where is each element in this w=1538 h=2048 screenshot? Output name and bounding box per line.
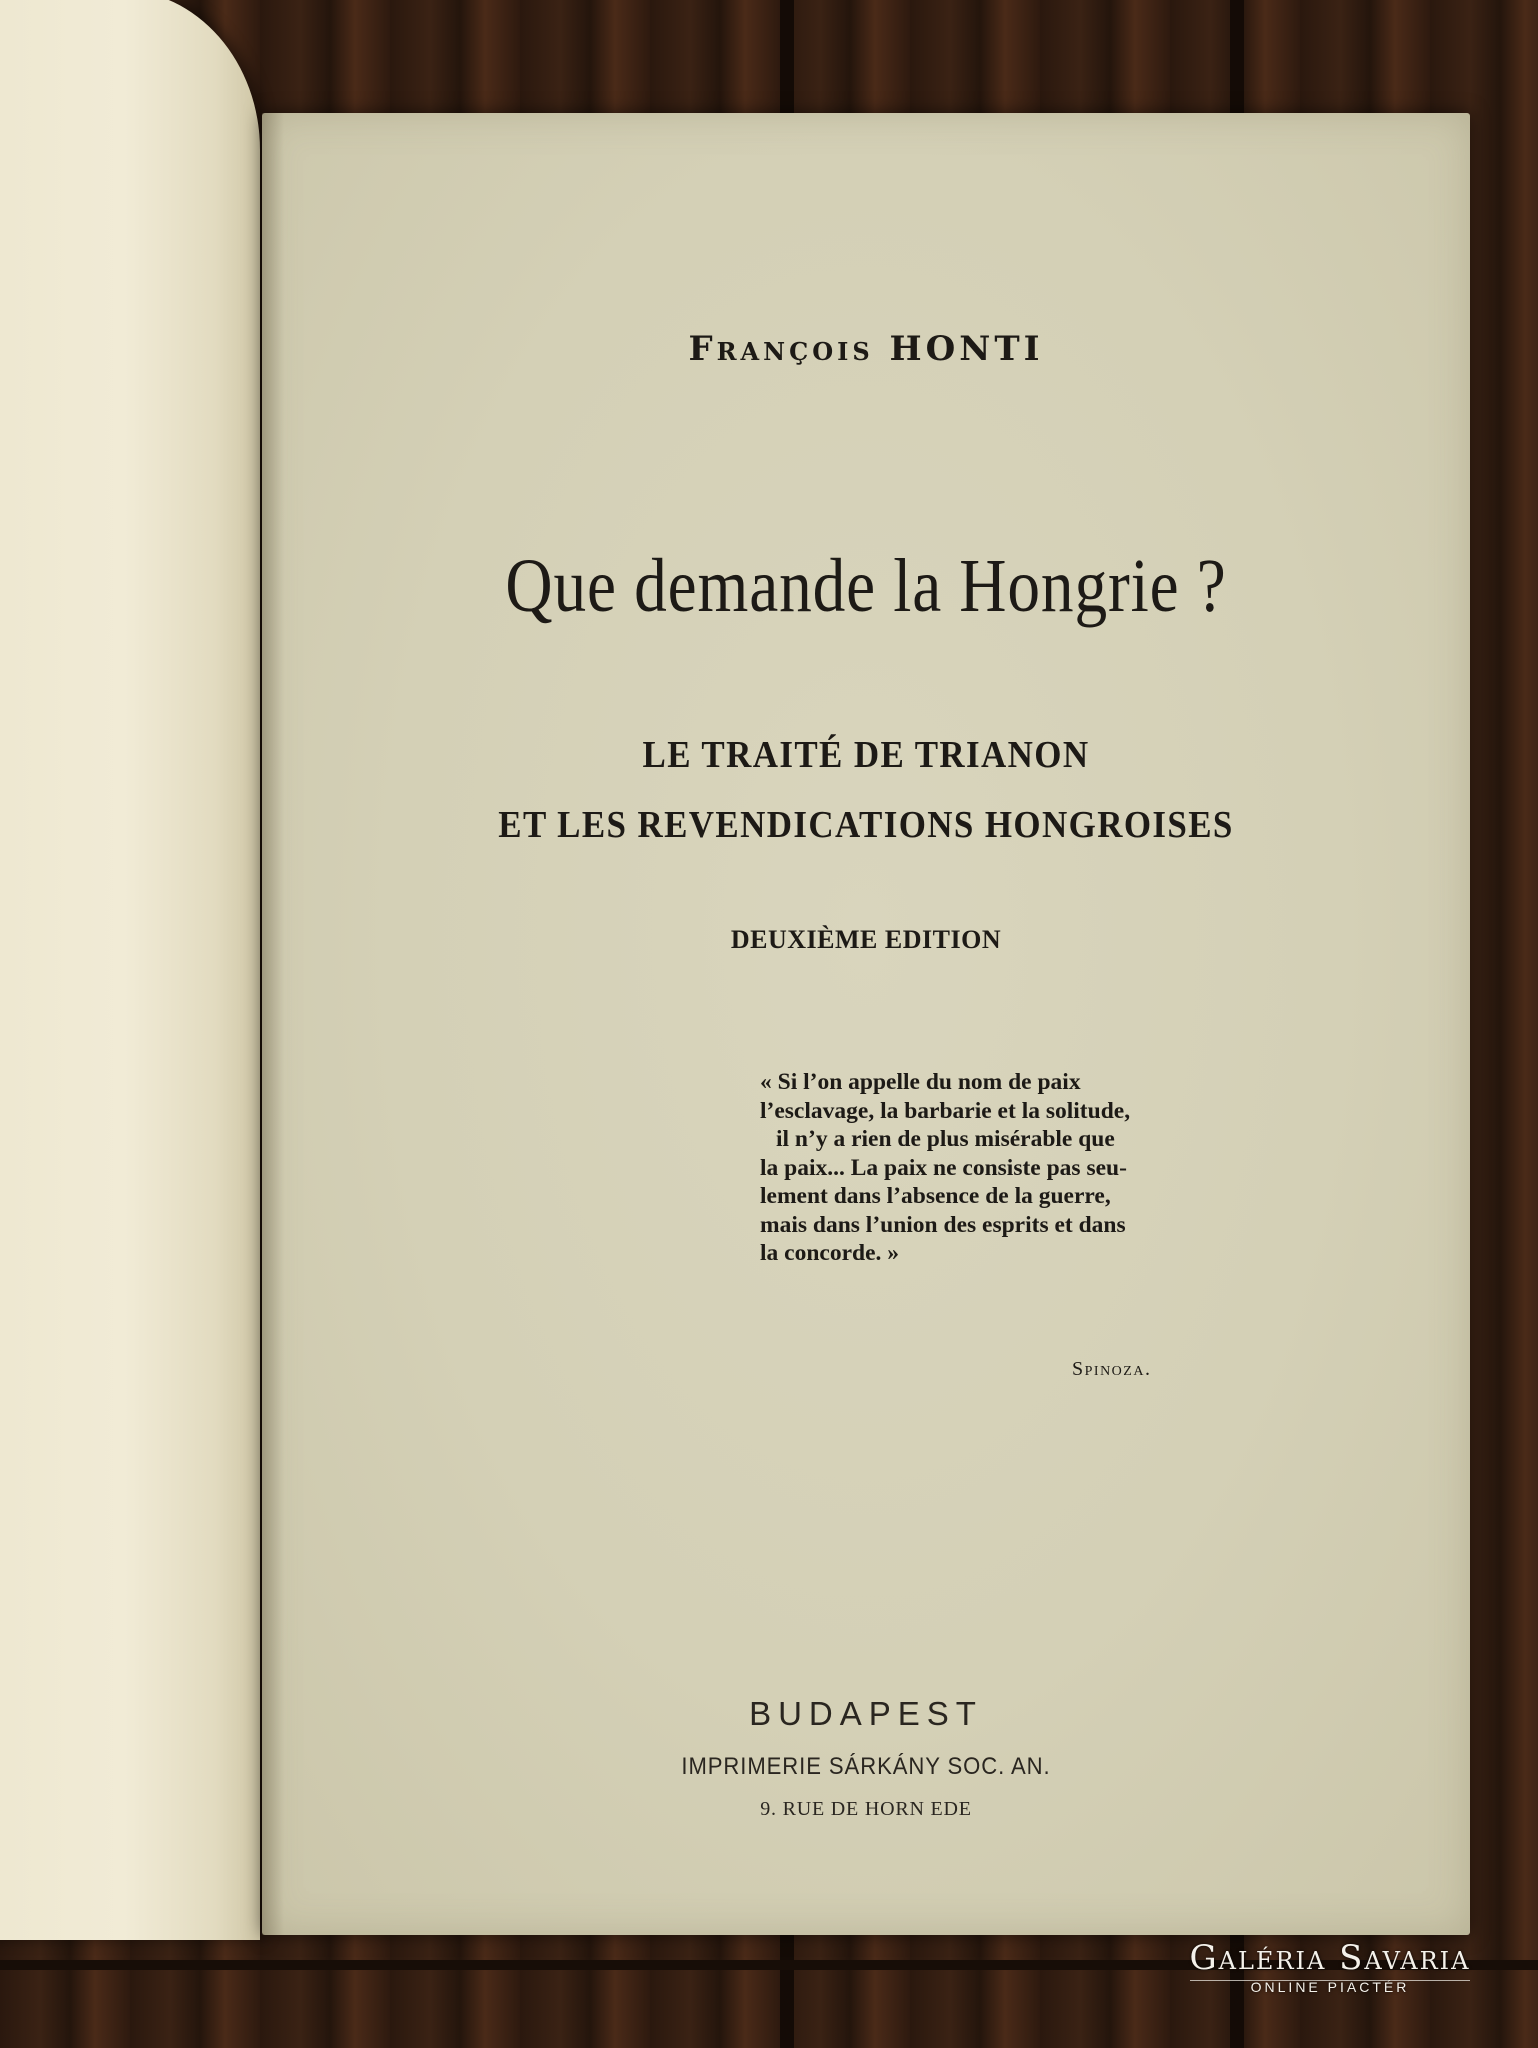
facing-page-left	[0, 0, 260, 1940]
imprint-printer: IMPRIMERIE SÁRKÁNY SOC. AN.	[681, 1753, 1051, 1780]
edition-label: DEUXIÈME EDITION	[730, 925, 1002, 954]
epigraph-line: la concorde. »	[760, 1240, 900, 1266]
epigraph-attribution: Spinoza.	[1072, 1358, 1152, 1380]
epigraph-quote	[760, 1068, 1260, 1268]
subtitle-line-2: ET LES REVENDICATIONS HONGROISES	[498, 804, 1234, 846]
imprint-address: 9. RUE DE HORN EDE	[760, 1798, 972, 1820]
subtitle-line-1: LE TRAITÉ DE TRIANON	[642, 734, 1090, 776]
epigraph-line: la paix... La paix ne consiste pas seu-	[760, 1154, 1127, 1181]
watermark-logo	[1140, 1938, 1520, 1995]
epigraph-line: « Si l’on appelle du nom de paix	[760, 1069, 1081, 1095]
epigraph-line: il n’y a rien de plus misérable que	[776, 1126, 1115, 1152]
watermark-main-text: Galéria Savaria	[1189, 1938, 1471, 1978]
watermark-sub-text: ONLINE PIACTÉR	[1250, 1979, 1410, 1995]
book-title: Que demande la Hongrie ?	[505, 544, 1227, 628]
epigraph-line: l’esclavage, la barbarie et la solitude,	[760, 1097, 1131, 1124]
author-name: François HONTI	[688, 329, 1044, 369]
title-page	[262, 113, 1470, 1935]
page-gutter-shadow	[262, 113, 284, 1935]
imprint-city: BUDAPEST	[749, 1695, 983, 1732]
epigraph-line: lement dans l’absence de la guerre,	[760, 1183, 1111, 1209]
epigraph-line: mais dans l’union des esprits et dans	[760, 1211, 1126, 1238]
